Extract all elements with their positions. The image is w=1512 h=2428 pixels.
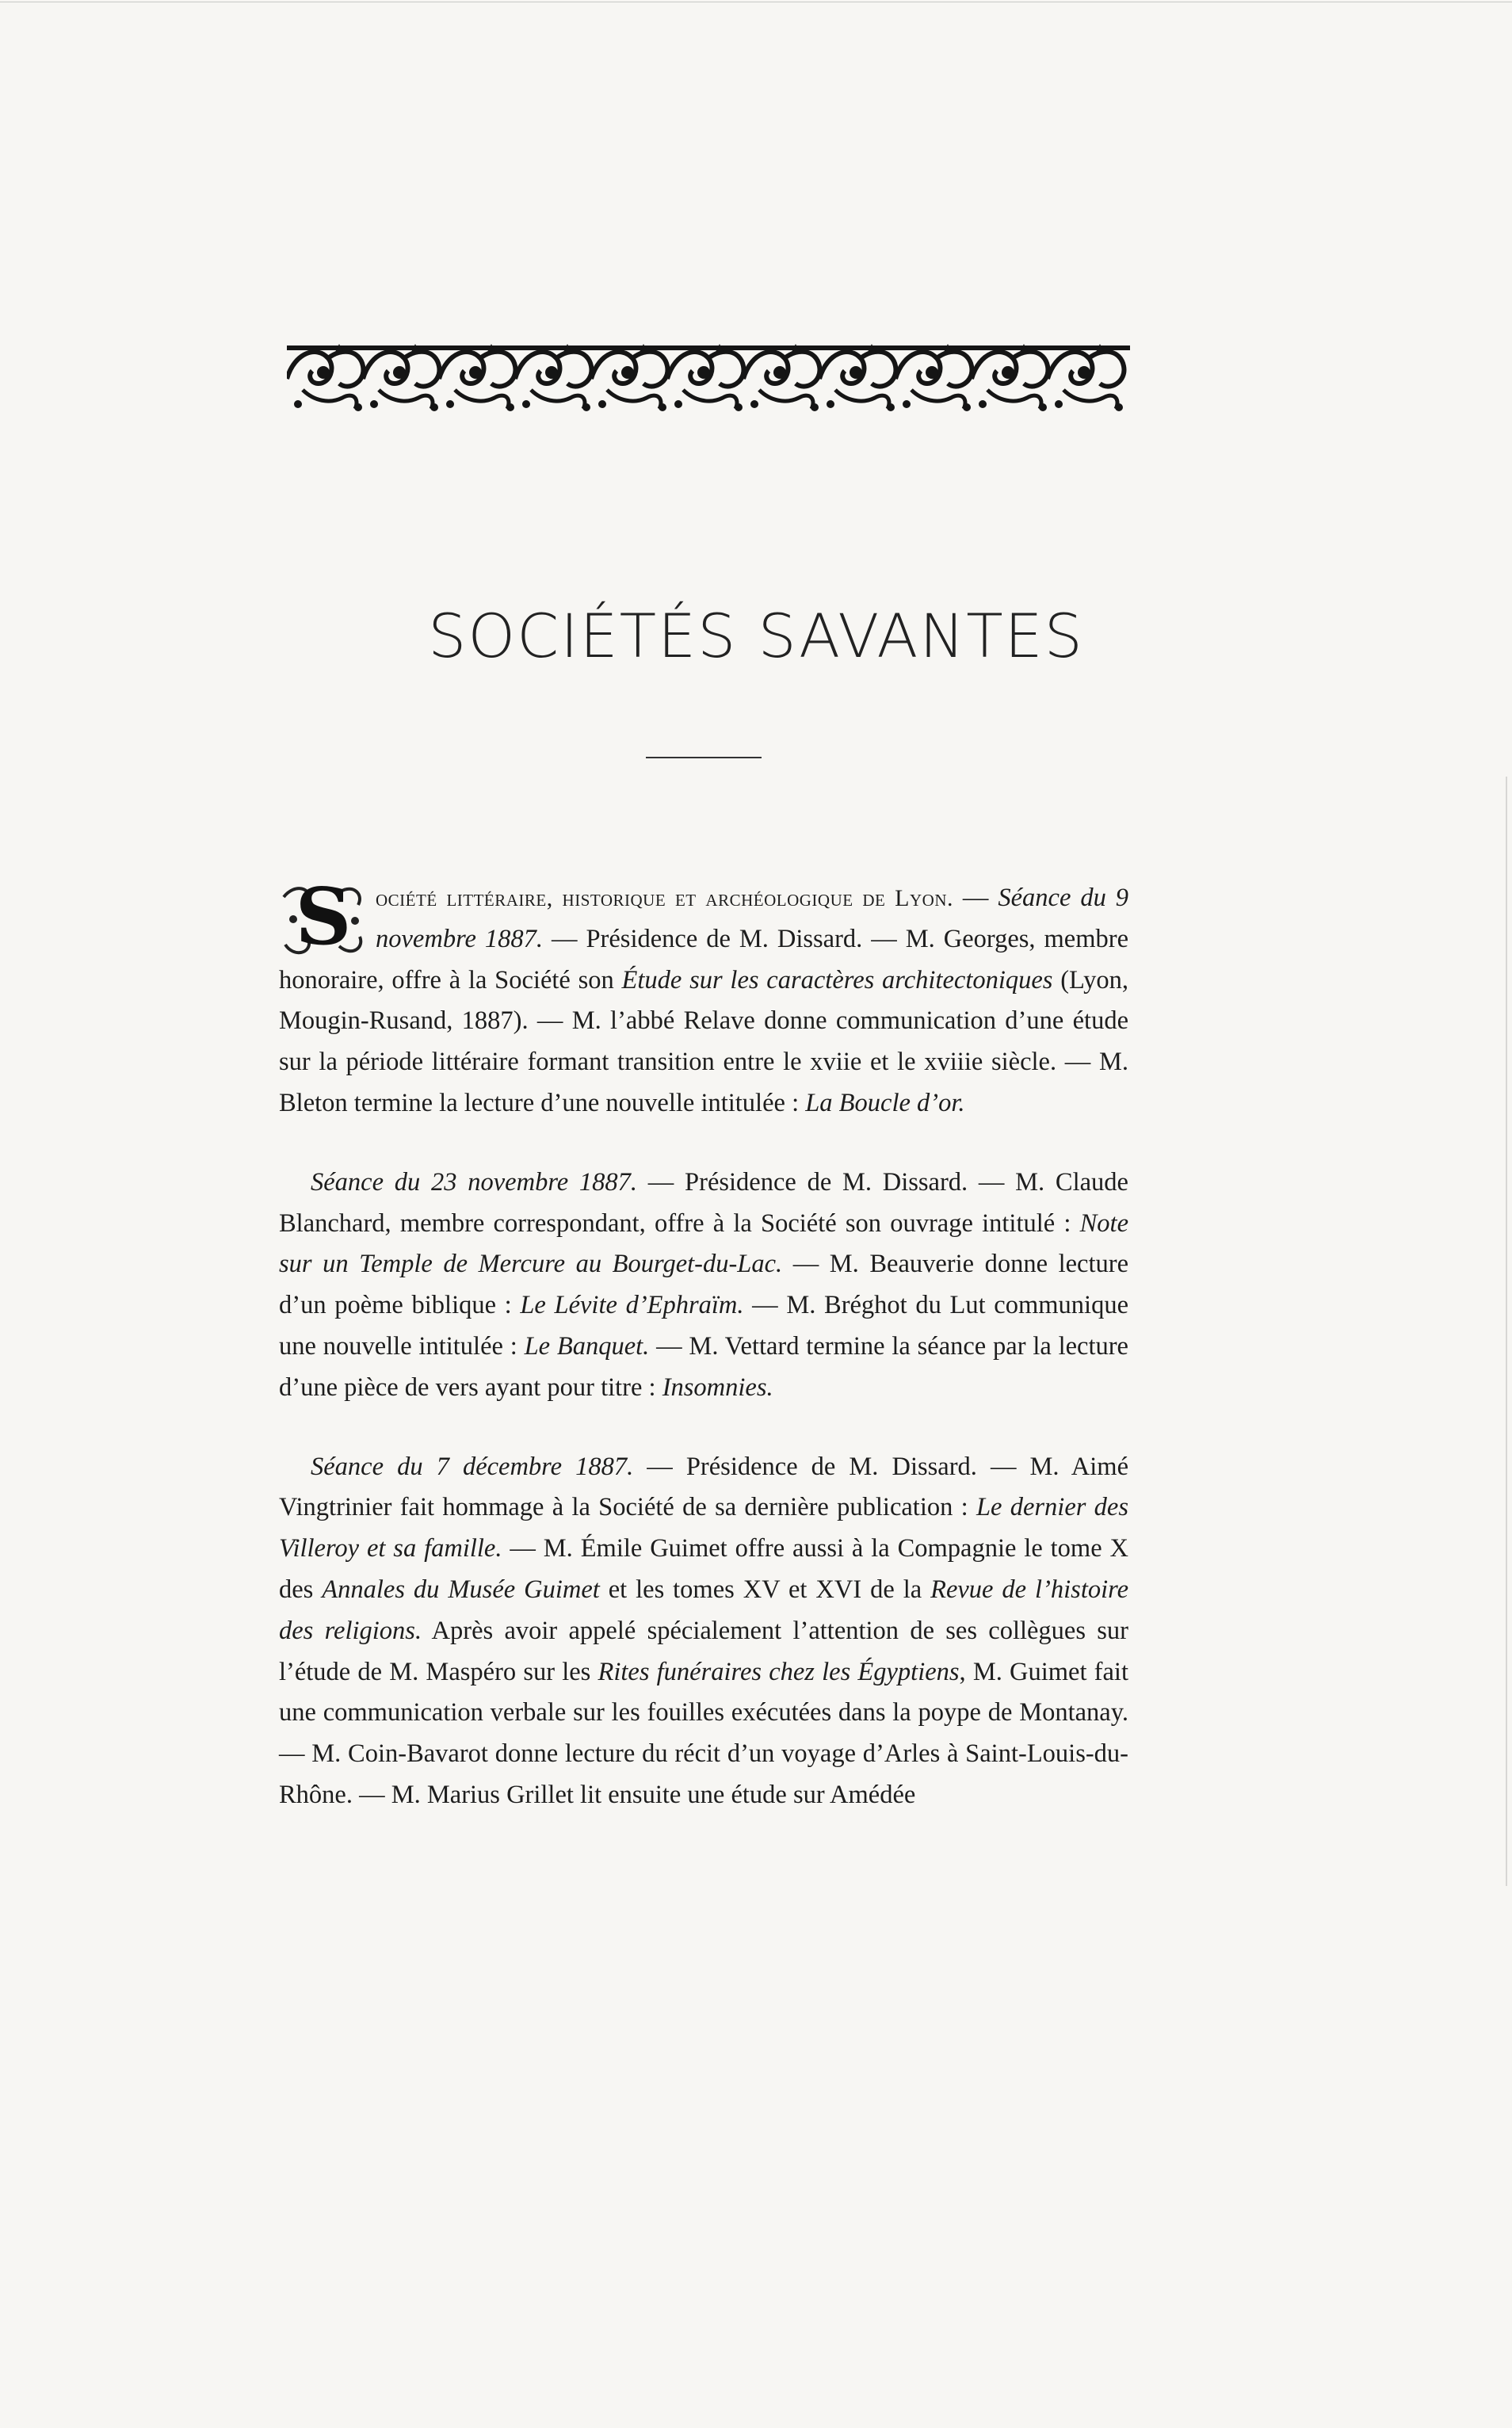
ornamental-header-band [287, 339, 1130, 412]
paragraph-1: S ociété littéraire, historique et archéologique de Lyon. — Séance du 9 novembre 1887. — Présidence de M. Dissard. — M. Georges, membre honoraire, offre à la Société son Étude sur les caractères architectoniques (Lyon, Mougin-Rusand, 1887). — M. l’abbé Relave donne communication d’une étude sur la période littéraire formant transition entre le xviie et le xviiie siècle. — M. Bleton termine la lecture d’une nouvelle intitulée : La Boucle d’or. [279, 872, 1129, 1117]
page-title: SOCIÉTÉS SAVANTES [428, 601, 1084, 671]
paragraph-3: Séance du 7 décembre 1887. — Présidence de M. Dissard. — M. Aimé Vingtrinier fait hommage à la Société de sa dernière publication : Le dernier des Villeroy et sa famille. — M. Émile Guimet offre aussi à la Compagnie le tome X des Annales du Musée Guimet et les tomes XV et XVI de la Revue de l’histoire des religions. Après avoir appelé spécialement l’attention de ses collègues sur l’étude de M. Maspéro sur les Rites funéraires chez les Égyptiens, M. Guimet fait une communication verbale sur les fouilles exécutées dans la poype de Montanay. — M. Coin-Bavarot donne lecture du récit d’un voyage d’Arles à Saint-Louis-du-Rhône. — M. Marius Grillet lit ensuite une étude sur Amédée [279, 1452, 1129, 1809]
decorated-initial [279, 872, 368, 963]
dropcap-letter: S [295, 872, 352, 963]
article-body [279, 872, 1129, 1816]
title-rule [646, 757, 762, 758]
scan-edge-right [1506, 777, 1507, 1886]
paragraph-2: Séance du 23 novembre 1887. — Présidence de M. Dissard. — M. Claude Blanchard, membre correspondant, offre à la Société son ouvrage intitulé : Note sur un Temple de Mercure au Bourget-du-Lac. — M. Beauverie donne lecture d’un poème biblique : Le Lévite d’Ephraïm. — M. Bréghot du Lut communique une nouvelle intitulée : Le Banquet. — M. Vettard termine la séance par la lecture d’une pièce de vers ayant pour titre : Insomnies. [279, 1167, 1128, 1402]
